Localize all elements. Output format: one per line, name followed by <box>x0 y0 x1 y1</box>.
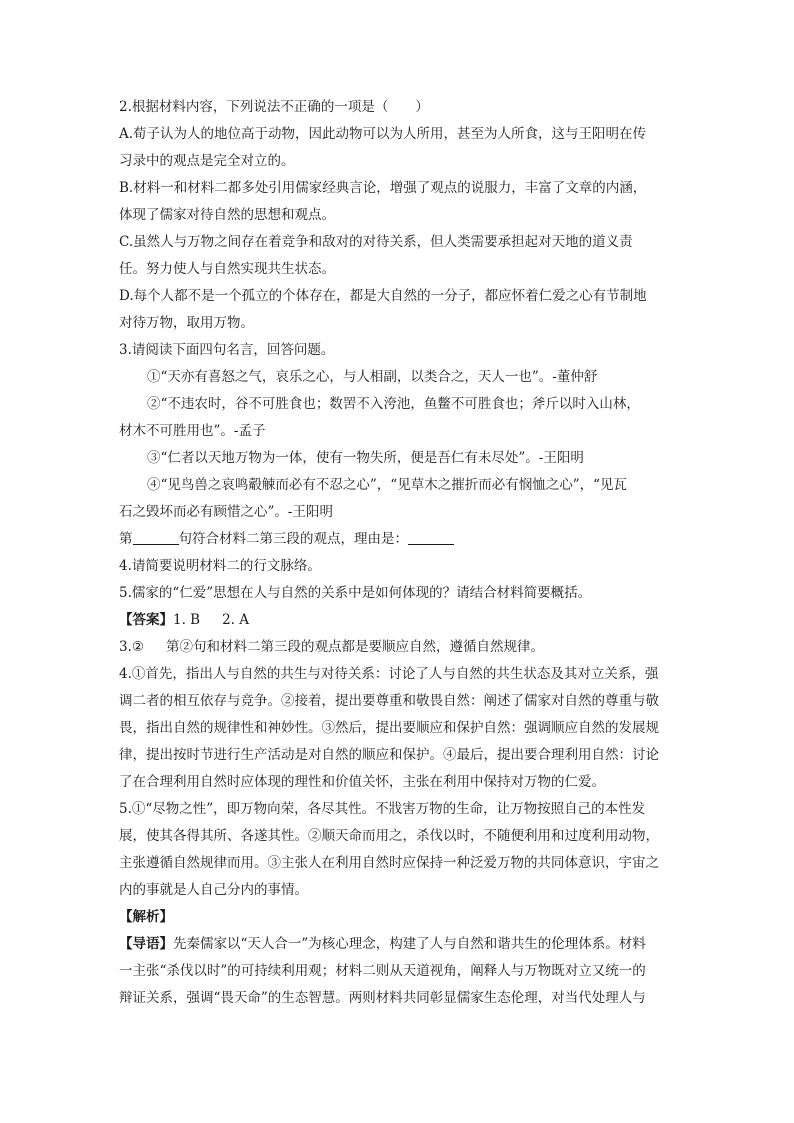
answer-5-line2: 展，使其各得其所、各遂其性。②顺天命而用之，杀伐以时，不随便利用和过度利用动物， <box>119 828 659 844</box>
q2-option-a-line1: A.荀子认为人的地位高于动物，因此动物可以为人所用，甚至为人所食，这与王阳明在传 <box>119 126 647 142</box>
document-page <box>119 94 681 1012</box>
answer-4-line2: 调二者的相互依存与竞争。②接着，提出要尊重和敬畏自然：阐述了儒家对自然的尊重与敬 <box>119 693 659 709</box>
q2-option-a-line2: 习录中的观点是完全对立的。 <box>119 153 295 169</box>
answer-label: 【答案】 <box>119 612 173 628</box>
q3-stem: 3.请阅读下面四句名言，回答问题。 <box>119 342 335 358</box>
q3-quote-4-line2: 石之毁坏而必有顾惜之心”。-王阳明 <box>119 504 333 520</box>
q3-quote-3: ③“仁者以天地万物为一体，使有一物失所，便是吾仁有未尽处”。-王阳明 <box>147 450 584 466</box>
q3-fill-middle: 句符合材料二第三段的观点，理由是： <box>178 531 408 547</box>
q3-fill-prefix: 第 <box>119 531 133 547</box>
q3-quote-4-line1: ④“见鸟兽之哀鸣觳觫而必有不忍之心”，“见草木之摧折而必有悯恤之心”，“见瓦 <box>147 477 628 493</box>
q2-option-b-line2: 体现了儒家对待自然的思想和观点。 <box>119 207 335 223</box>
q3-quote-2-line2: 材木不可胜用也”。-孟子 <box>119 423 266 439</box>
q3-fill-blank-2 <box>408 528 454 545</box>
q2-option-b-line1: B.材料一和材料二都多处引用儒家经典言论，增强了观点的说服力，丰富了文章的内涵， <box>119 180 647 196</box>
q4-stem: 4.请简要说明材料二的行文脉络。 <box>119 558 321 574</box>
analysis-guide-line1 <box>119 931 681 958</box>
q5-stem: 5.儒家的“仁爱”思想在人与自然的关系中是如何体现的？请结合材料简要概括。 <box>119 585 592 601</box>
q2-option-d-line1: D.每个人都不是一个孤立的个体存在，都是大自然的一分子，都应怀着仁爱之心有节制地 <box>119 288 647 304</box>
analysis-guide-line2: 一主张“杀伐以时”的可持续利用观；材料二则从天道视角，阐释人与万物既对立又统一的 <box>119 963 646 979</box>
answer-4-line1: 4.①首先，指出人与自然的共生与对待关系：讨论了人与自然的共生状态及其对立关系，强 <box>119 666 659 682</box>
answer-2: 2. A <box>222 612 250 628</box>
analysis-label: 【解析】 <box>119 909 173 925</box>
q2-option-d-line2: 对待万物，取用万物。 <box>119 315 254 331</box>
q3-quote-2-line1: ②“不违农时，谷不可胜食也；数罟不入洿池，鱼鳖不可胜食也；斧斤以时入山林， <box>147 396 640 412</box>
answer-5-line3: 主张遵循自然规律而用。③主张人在利用自然时应保持一种泛爱万物的共同体意识，宇宙之 <box>119 855 659 871</box>
answer-3-number: 3.② <box>119 639 144 655</box>
answer-1: 1. B <box>173 612 201 628</box>
answer-line <box>119 607 681 634</box>
answer-4-line4: 律，提出按时节进行生产活动是对自然的顺应和保护。④最后，提出要合理利用自然：讨论 <box>119 747 659 763</box>
answer-4-line5: 了在合理利用自然时应体现的理性和价值关怀，主张在利用中保持对万物的仁爱。 <box>119 774 605 790</box>
answer-5-line4: 内的事就是人自己分内的事情。 <box>119 882 308 898</box>
q2-option-c-line2: 任。努力使人与自然实现共生状态。 <box>119 261 335 277</box>
analysis-guide-line3: 辩证关系，强调“畏天命”的生态智慧。两则材料共同彰显儒家生态伦理，对当代处理人与 <box>119 990 646 1006</box>
answer-3-line <box>119 634 681 661</box>
analysis-guide-label: 【导语】 <box>119 936 173 952</box>
answer-4-line3: 畏，指出自然的规律性和神妙性。③然后，提出要顺应和保护自然：强调顺应自然的发展规 <box>119 720 659 736</box>
q3-fill-line <box>119 526 681 553</box>
q2-stem: 2.根据材料内容，下列说法不正确的一项是（ ） <box>119 99 429 115</box>
q3-fill-blank-1 <box>133 528 179 545</box>
q2-option-c-line1: C.虽然人与万物之间存在着竞争和敌对的对待关系，但人类需要承担起对天地的道义责 <box>119 234 633 250</box>
answer-3-text: 第②句和材料二第三段的观点都是要顺应自然，遵循自然规律。 <box>165 639 544 655</box>
q3-quote-1: ①“天亦有喜怒之气，哀乐之心，与人相副，以类合之，天人一也”。-董仲舒 <box>147 369 598 385</box>
answer-5-line1: 5.①“尽物之性”，即万物向荣，各尽其性。不戕害万物的生命，让万物按照自己的本性发 <box>119 801 646 817</box>
analysis-guide-first: 先秦儒家以“天人合一”为核心理念，构建了人与自然和谐共生的伦理体系。材料 <box>173 936 646 952</box>
